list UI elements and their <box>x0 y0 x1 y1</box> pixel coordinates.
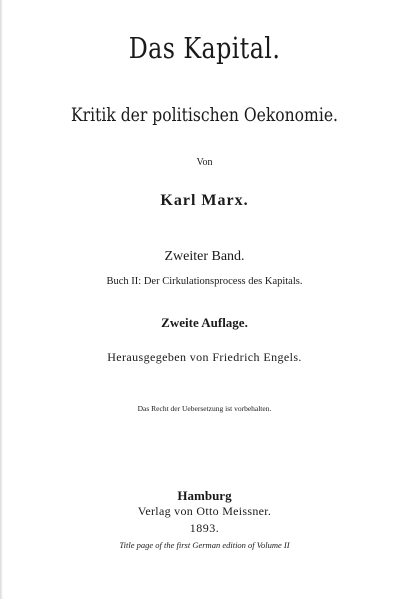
author-name: Karl Marx. <box>160 192 249 209</box>
volume-label: Zweiter Band. <box>164 249 245 264</box>
book-label: Buch II: Der Cirkulationsprocess des Kapitals. <box>106 276 303 287</box>
rights-notice: Das Recht der Uebersetzung ist vorbehalten. <box>137 404 272 413</box>
publication-city: Hamburg <box>177 488 232 503</box>
publisher-name: Verlag von Otto Meissner. <box>137 504 272 518</box>
image-caption: Title page of the first German edition of Volume II <box>119 540 290 550</box>
by-line: Von <box>196 157 213 168</box>
edition-label: Zweite Auflage. <box>161 315 248 330</box>
publication-year: 1893. <box>189 521 220 535</box>
book-subtitle: Kritik der politischen Oekonomie. <box>71 104 338 126</box>
book-title: Das Kapital. <box>128 31 281 65</box>
editor-line: Herausgegeben von Friedrich Engels. <box>107 350 302 364</box>
